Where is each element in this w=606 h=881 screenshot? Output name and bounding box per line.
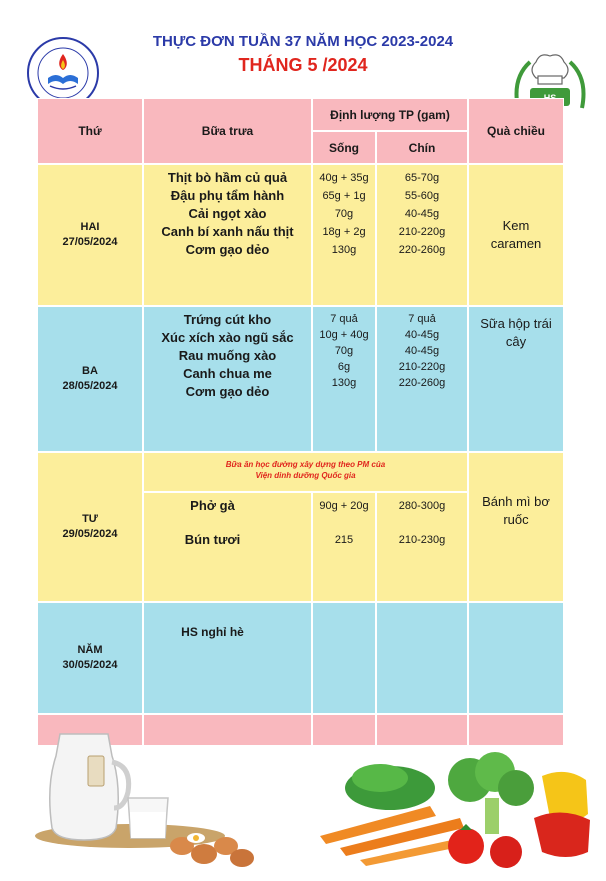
raw-qty: 70g: [334, 208, 354, 220]
cooked-qty: 220-260g: [398, 244, 446, 256]
dish-item: Đậu phụ tẩm hành: [170, 188, 285, 203]
header-quantity-label: Định lượng TP (gam): [330, 107, 450, 122]
snack-item: caramen: [490, 236, 542, 251]
dish-item: Cơm gạo dẻo: [185, 384, 270, 399]
day-date: 27/05/2024: [62, 236, 118, 248]
cooked-qty: 65-70g: [404, 172, 440, 184]
raw-qty: 130g: [331, 377, 357, 389]
raw-qty: 7 quả: [330, 313, 358, 325]
snack-item: ruốc: [503, 512, 529, 527]
raw-qty: 70g: [334, 345, 354, 357]
snack-item: Sữa hộp trái: [480, 316, 552, 331]
snack-item: cây: [505, 334, 527, 349]
dish-item: Trứng cút kho: [183, 312, 272, 327]
lunch-cell-mon: [143, 164, 312, 306]
footer-cell: [312, 714, 376, 746]
lunch-cell-thu: [143, 602, 312, 714]
day-date: 30/05/2024: [62, 659, 118, 671]
cooked-qty: 210-220g: [398, 226, 446, 238]
day-date: 28/05/2024: [62, 380, 118, 392]
header-lunch: [143, 98, 312, 164]
snack-cell-tue: [468, 306, 564, 452]
header-day-label: Thứ: [78, 124, 102, 138]
dish-item: Cơm gạo dẻo: [185, 242, 270, 257]
header-lunch-label: Bữa trưa: [201, 124, 254, 138]
cooked-qty: 55-60g: [404, 190, 440, 202]
dish-item: Rau muống xào: [178, 348, 277, 363]
day-cell-thu: [37, 602, 143, 714]
cooked-qty: 210-220g: [398, 361, 446, 373]
day-name: NĂM: [77, 644, 103, 656]
nutrition-note: [143, 452, 468, 492]
cooked-qty: 7 quả: [408, 313, 436, 325]
note-line: Bữa ăn học đường xây dựng theo PM của: [225, 460, 386, 469]
header-raw-label: Sống: [329, 140, 359, 155]
raw-cell-tue: [312, 306, 376, 452]
raw-qty: 6g: [337, 361, 351, 373]
snack-item: Kem: [502, 218, 530, 233]
snack-cell-thu: [468, 602, 564, 714]
day-cell-tue: [37, 306, 143, 452]
lunch-cell-tue: [143, 306, 312, 452]
raw-qty: 65g + 1g: [322, 190, 366, 202]
header-quantity: [312, 98, 468, 131]
snack-cell-mon: [468, 164, 564, 306]
dish-item: Canh bí xanh nấu thịt: [161, 224, 294, 239]
page-subtitle: THÁNG 5 /2024: [238, 55, 368, 75]
raw-qty: 18g + 2g: [322, 226, 366, 238]
dish-item: HS nghỉ hè: [181, 625, 244, 639]
dish-item: Thịt bò hầm củ quả: [167, 170, 288, 185]
milk-eggs-illustration: [20, 716, 270, 876]
header-cooked: [376, 131, 468, 164]
day-name: BA: [82, 365, 98, 377]
raw-cell-thu: [312, 602, 376, 714]
cooked-cell-tue: [376, 306, 468, 452]
cooked-qty: 220-260g: [398, 377, 446, 389]
day-date: 29/05/2024: [62, 528, 118, 540]
cooked-qty: 40-45g: [404, 345, 440, 357]
cooked-cell-mon: [376, 164, 468, 306]
day-cell-mon: [37, 164, 143, 306]
header-snack-label: Quà chiều: [486, 124, 545, 138]
cooked-cell-wed: [376, 492, 468, 602]
cooked-qty: 210-230g: [398, 534, 446, 546]
header-snack: [468, 98, 564, 164]
cooked-qty: 40-45g: [404, 208, 440, 220]
footer-cell: [376, 714, 468, 746]
raw-cell-mon: [312, 164, 376, 306]
raw-qty: 90g + 20g: [319, 500, 369, 512]
raw-qty: 40g + 35g: [319, 172, 369, 184]
dish-item: Canh chua me: [183, 366, 272, 381]
dish-item: Phở gà: [190, 498, 235, 513]
cooked-qty: 40-45g: [404, 329, 440, 341]
page-title: THỰC ĐƠN TUẦN 37 NĂM HỌC 2023-2024: [152, 33, 454, 50]
header-day: [37, 98, 143, 164]
header-raw: [312, 131, 376, 164]
snack-cell-wed: [468, 452, 564, 602]
vegetables-illustration: [320, 748, 600, 876]
header-cooked-label: Chín: [408, 140, 436, 155]
cooked-qty: 280-300g: [398, 500, 446, 512]
day-name: TƯ: [82, 513, 98, 525]
raw-cell-wed: [312, 492, 376, 602]
footer-cell: [468, 714, 564, 746]
lunch-cell-wed: [143, 492, 312, 602]
raw-qty: 130g: [331, 244, 357, 256]
cooked-cell-thu: [376, 602, 468, 714]
raw-qty: 10g + 40g: [319, 329, 369, 341]
dish-item: Cải ngọt xào: [188, 206, 267, 221]
day-cell-wed: [37, 452, 143, 602]
note-line: Viện dinh dưỡng Quốc gia: [255, 471, 356, 480]
raw-qty: 215: [334, 534, 354, 546]
snack-item: Bánh mì bơ: [482, 494, 550, 509]
dish-item: Xúc xích xào ngũ sắc: [161, 330, 294, 345]
dish-item: Bún tươi: [184, 532, 241, 547]
day-name: HAI: [80, 221, 100, 233]
